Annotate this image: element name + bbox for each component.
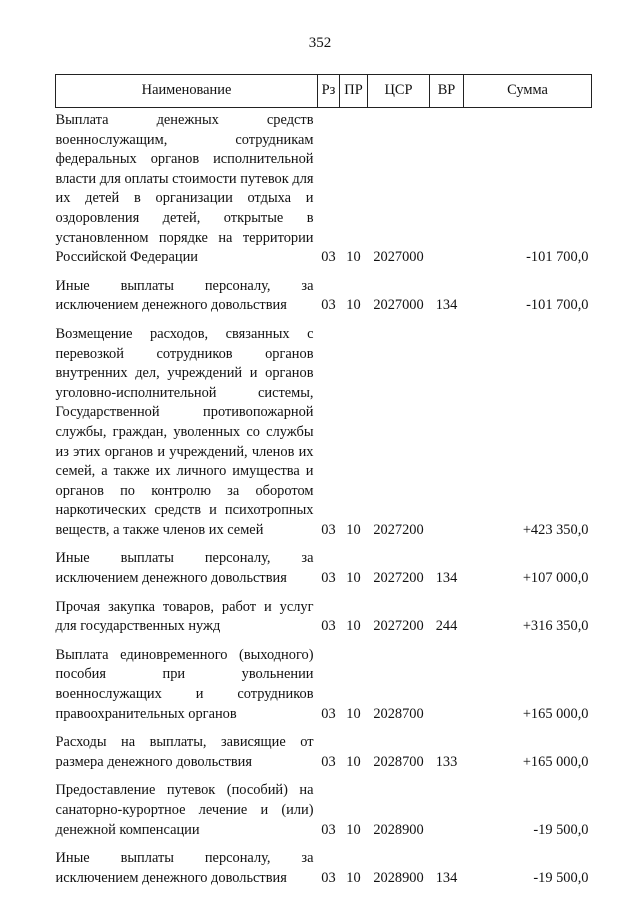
row-vr [430,325,464,550]
table-row [56,549,592,597]
row-sum: +423 350,0 [522,521,589,538]
row-name: Выплата денежных средств военнослужащим, сотрудникам федеральных органов исполнительной власти для оплаты стоимости путевок для их детей в организации отдыха и оздоровления детей, открытые в установленном порядке на территории Российской Федерации [55,112,314,266]
row-name: Предоставление путевок (пособий) на санаторно-курортное лечение и (или) денежной компенсации [55,782,314,838]
row-csr: 2028900 [373,869,424,886]
row-sum: +165 000,0 [522,753,589,770]
row-sum: +316 350,0 [522,618,589,635]
table-header [56,75,592,108]
row-sum: -19 500,0 [533,821,589,838]
row-pr: 10 [346,705,361,722]
row-rz: 03 [321,521,336,538]
row-csr: 2027000 [373,297,424,314]
page-number: 352 [308,35,332,51]
row-csr: 2027200 [373,521,424,538]
header-csr: ЦСР [368,75,430,108]
row-vr [430,646,464,733]
row-rz: 03 [321,753,336,770]
row-csr: 2027200 [373,618,424,635]
header-sum: Сумма [464,75,592,108]
row-vr: 244 [435,618,458,635]
row-name: Иные выплаты персоналу, за исключением денежного довольствия [55,850,314,886]
table-row [56,733,592,781]
row-rz: 03 [321,570,336,587]
row-sum: -101 700,0 [526,249,589,266]
row-rz: 03 [321,618,336,635]
row-vr [430,108,464,277]
row-csr: 2028700 [373,753,424,770]
row-name: Выплата единовременного (выходного) пособия при увольнении военнослужащих и сотрудников правоохранительных органов [55,646,314,722]
table-body [56,108,592,898]
budget-table [55,74,592,897]
table-row [56,781,592,849]
header-pr: ПР [340,75,368,108]
row-pr: 10 [346,249,361,266]
header-name: Наименование [56,75,318,108]
row-name: Расходы на выплаты, зависящие от размера денежного довольствия [55,734,314,770]
header-vr: ВР [430,75,464,108]
row-vr [430,781,464,849]
row-sum: -101 700,0 [526,297,589,314]
row-name: Иные выплаты персоналу, за исключением денежного довольствия [55,550,314,587]
row-rz: 03 [321,869,336,886]
row-vr: 134 [435,297,458,314]
row-vr: 134 [435,869,458,886]
row-csr: 2027200 [373,570,424,587]
row-csr: 2028900 [373,821,424,838]
row-pr: 10 [346,618,361,635]
row-pr: 10 [346,869,361,886]
row-name: Возмещение расходов, связанных с перевозкой сотрудников органов внутренних дел, учреждений и органов уголовно-исполнительной системы, Государственной противопожарной службы, граждан, уволенных со службы из этих органов и учреждений, членов их семей, а также их личного имущества и органов по контролю за оборотом наркотических средств и психотропных веществ, а также членов их семей [55,325,314,538]
row-rz: 03 [321,821,336,838]
table-row [56,849,592,897]
row-vr: 133 [435,753,458,770]
header-rz: Рз [318,75,340,108]
row-pr: 10 [346,570,361,587]
table-row [56,325,592,550]
row-sum: -19 500,0 [533,869,589,886]
row-sum: +165 000,0 [522,705,589,722]
table-row [56,646,592,733]
table-row [56,108,592,277]
row-pr: 10 [346,521,361,538]
row-rz: 03 [321,705,336,722]
row-csr: 2027000 [373,249,424,266]
row-pr: 10 [346,297,361,314]
row-pr: 10 [346,821,361,838]
row-rz: 03 [321,297,336,314]
row-sum: +107 000,0 [522,570,589,587]
table-row [56,277,592,325]
table-row [56,598,592,646]
row-pr: 10 [346,753,361,770]
row-rz: 03 [321,249,336,266]
row-name: Прочая закупка товаров, работ и услуг для государственных нужд [55,598,314,635]
row-name: Иные выплаты персоналу, за исключением денежного довольствия [55,277,314,314]
row-csr: 2028700 [373,705,424,722]
row-vr: 134 [435,570,458,587]
